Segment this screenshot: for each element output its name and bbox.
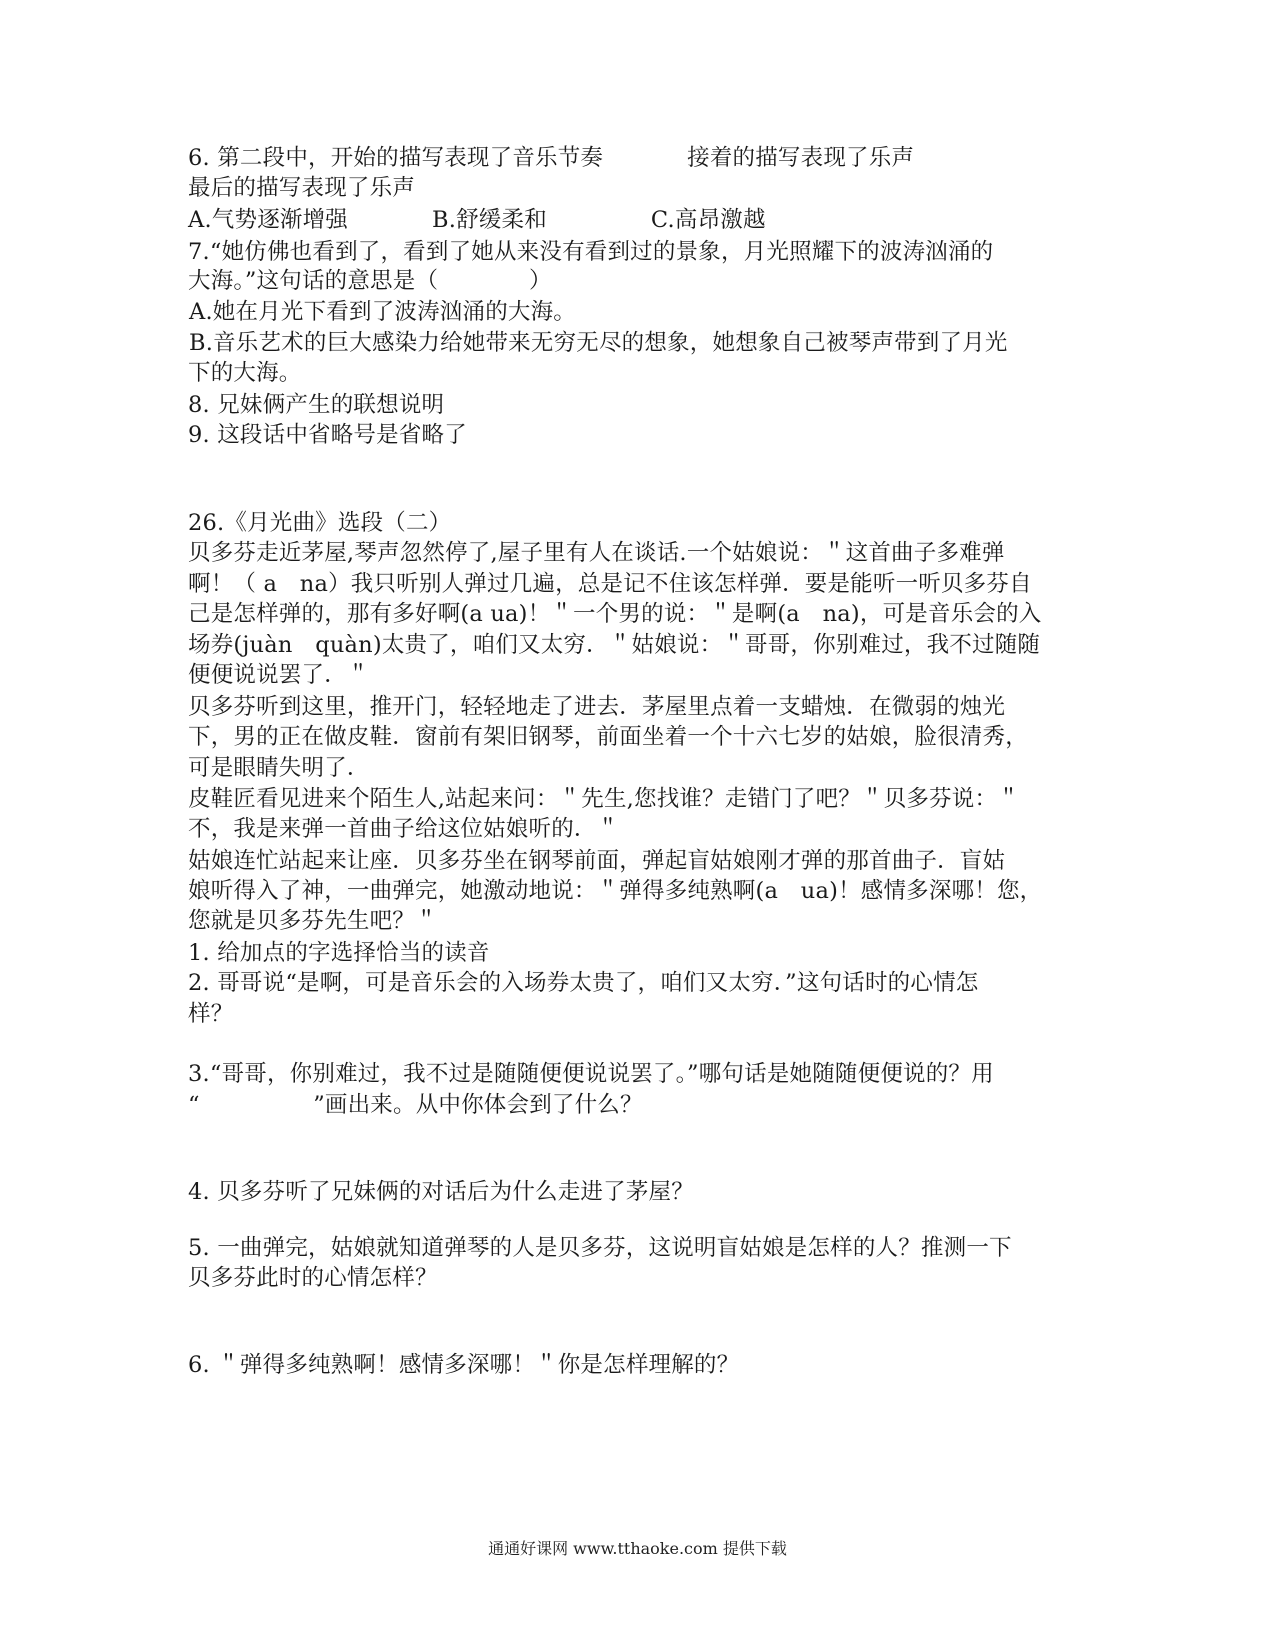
- q6-options: [188, 205, 766, 235]
- q7-option-b-line1: B.音乐艺术的巨大感染力给她带来无穷无尽的想象，她想象自己被琴声带到了月光: [189, 330, 1008, 356]
- passage-line: 己是怎样弹的，那有多好啊(a ua)！＂一个男的说：＂是啊(a na)，可是音乐会的入: [188, 601, 1042, 627]
- passage-line: 娘听得入了神，一曲弹完，她激动地说：＂弹得多纯熟啊(a ua)！感情多深哪！您，: [188, 878, 1043, 904]
- s2-q3-line2: “ ”画出来。从中你体会到了什么？: [188, 1092, 643, 1118]
- q6-option-a: A.气势逐渐增强: [188, 207, 349, 233]
- passage-line: 可是眼睛失明了．: [188, 755, 370, 781]
- passage-line: 便便说说罢了．＂: [188, 662, 370, 688]
- passage-line: 场券(juàn quàn)太贵了，咱们又太穷．＂姑娘说：＂哥哥，你别难过，我不过随随: [188, 632, 1041, 658]
- q6-option-c: C.高昂激越: [650, 207, 766, 233]
- q7-line1: 7.“她仿佛也看到了，看到了她从来没有看到过的景象，月光照耀下的波涛汹涌的: [188, 239, 994, 265]
- page-footer: 通通好课网 www.tthaoke.com 提供下载: [488, 1539, 787, 1558]
- section-title: 26.《月光曲》选段（二）: [188, 510, 452, 536]
- s2-q4: 4. 贝多芬听了兄妹俩的对话后为什么走进了茅屋？: [188, 1179, 694, 1205]
- s2-q6: 6. ＂弹得多纯熟啊！感情多深哪！＂你是怎样理解的？: [188, 1352, 740, 1378]
- passage-line: 皮鞋匠看见进来个陌生人,站起来问：＂先生,您找谁？走错门了吧？＂贝多芬说：＂: [188, 786, 1020, 812]
- passage-line: 下，男的正在做皮鞋．窗前有架旧钢琴，前面坐着一个十六七岁的姑娘，脸很清秀，: [188, 724, 1028, 750]
- s2-q5-line2: 贝多芬此时的心情怎样？: [188, 1265, 438, 1291]
- s2-q2-line1: 2. 哥哥说“是啊，可是音乐会的入场券太贵了，咱们又太穷．”这句话时的心情怎: [188, 970, 979, 996]
- q8: 8. 兄妹俩产生的联想说明: [188, 392, 445, 418]
- passage-line: 贝多芬走近茅屋,琴声忽然停了,屋子里有人在谈话.一个姑娘说：＂这首曲子多难弹: [188, 540, 1005, 566]
- s2-q3-line1: 3.“哥哥，你别难过，我不过是随随便便说说罢了。”哪句话是她随随便便说的？用: [188, 1061, 994, 1087]
- q7-line2: 大海。”这句话的意思是（ ）: [188, 268, 552, 294]
- passage-line: 不，我是来弹一首曲子给这位姑娘听的．＂: [188, 816, 620, 842]
- q6-part2: 接着的描写表现了乐声: [687, 145, 915, 171]
- q7-option-a: A.她在月光下看到了波涛汹涌的大海。: [189, 299, 577, 325]
- passage-line: 啊！（ a na）我只听别人弹过几遍，总是记不住该怎样弹．要是能听一听贝多芬自: [188, 571, 1032, 597]
- q6-part1: 6. 第二段中，开始的描写表现了音乐节奏: [188, 145, 604, 171]
- s2-q5-line1: 5. 一曲弹完，姑娘就知道弹琴的人是贝多芬，这说明盲姑娘是怎样的人？推测一下: [188, 1235, 1012, 1261]
- q6-part3: 最后的描写表现了乐声: [188, 175, 416, 201]
- passage-line: 姑娘连忙站起来让座．贝多芬坐在钢琴前面，弹起盲姑娘刚才弹的那首曲子．盲姑: [188, 848, 1006, 874]
- q9: 9. 这段话中省略号是省略了: [188, 422, 467, 448]
- passage-line: 贝多芬听到这里，推开门，轻轻地走了进去．茅屋里点着一支蜡烛．在微弱的烛光: [188, 694, 1006, 720]
- q7-option-b-line2: 下的大海。: [188, 360, 302, 386]
- q6-line: [188, 143, 914, 173]
- passage-line: 您就是贝多芬先生吧？＂: [188, 908, 438, 934]
- q6-option-b: B.舒缓柔和: [432, 207, 547, 233]
- s2-q1: 1. 给加点的字选择恰当的读音: [188, 940, 490, 966]
- s2-q2-line2: 样？: [188, 1001, 234, 1027]
